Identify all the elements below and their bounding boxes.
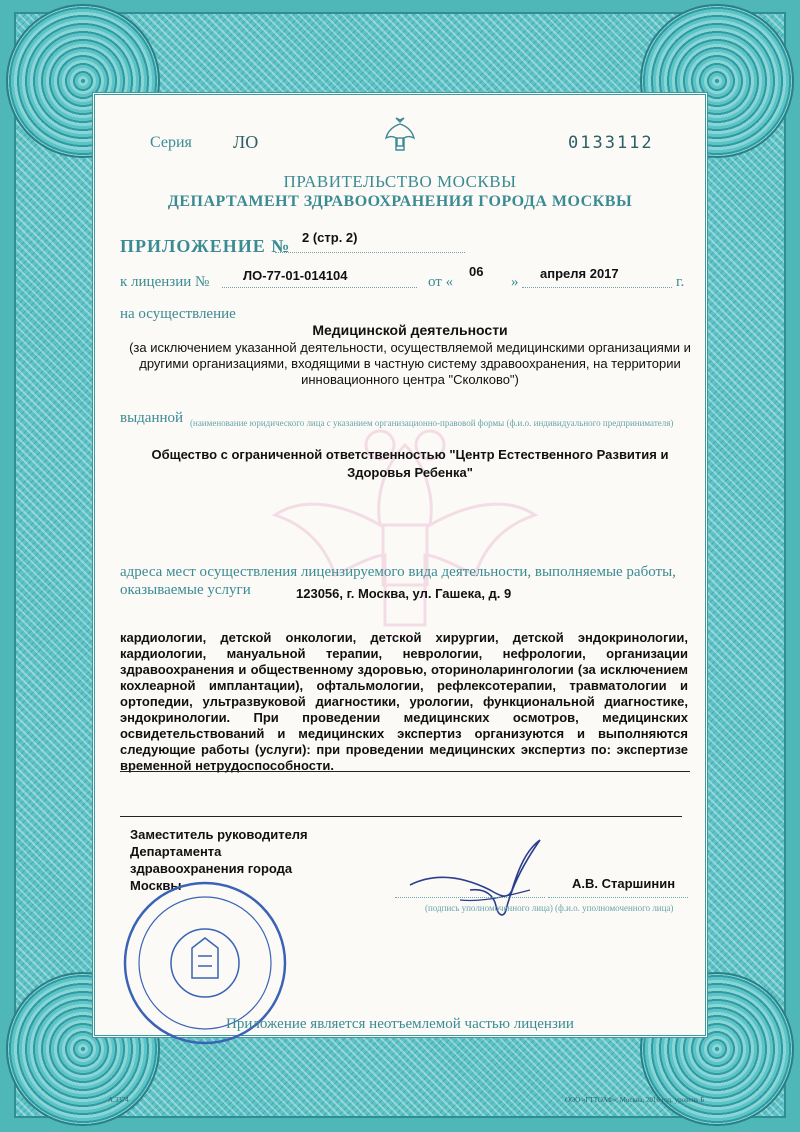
separator-line	[120, 816, 682, 817]
purpose-label: на осуществление	[120, 306, 236, 322]
issued-label: выданной	[120, 410, 184, 426]
date-from-label: от «	[428, 274, 454, 290]
signer-title-line: здравоохранения города	[130, 861, 293, 876]
services-text: кардиологии, детской онкологии, детской хирургии, детской эндокринологии, кардиологии, мануальной терапии, неврологии, нефрологии, организации здравоохранения и общественному здоровью, оториноларингологии (за исключением кохлеарной имплантации), офтальмологии, рефлексотерапии, травматологии и ортопедии, ультразвуковой диагностики, урологии, функциональной диагностике, эндокринологии. При проведении медицинских осмотров, медицинских освидетельствований и медицинских экспертиз организуются и выполняются следующие работы (услуги): при проведении медицинских экспертиз по: экспертизе временной нетрудоспособности.	[120, 630, 688, 773]
fill-line	[548, 897, 688, 898]
appendix-footer-note: Приложение является неотъемлемой частью лицензии	[226, 1016, 574, 1032]
signer-title-line: Москвы	[130, 878, 182, 893]
year-suffix: г.	[676, 274, 685, 290]
activity-note: (за исключением указанной деятельности, осуществляемой медицинскими организациями и другими организациями, входящими в частную систему здравоохранения, на территории инновационного центра "Сколково")	[129, 340, 691, 387]
activity-name: Медицинской деятельности	[312, 322, 508, 338]
series-value: ЛО	[233, 132, 259, 152]
department-title: ДЕПАРТАМЕНТ ЗДРАВООХРАНЕНИЯ ГОРОДА МОСКВЫ	[167, 193, 633, 210]
print-code-right: ООО «ГТТОАФ», Москва, 2016 год, уровень Б	[565, 1096, 705, 1104]
date-close-quote: »	[511, 274, 519, 290]
coat-of-arms-watermark	[265, 405, 545, 645]
serial-number: 0133112	[568, 133, 654, 153]
license-label: к лицензии №	[120, 274, 210, 290]
separator-line	[120, 771, 690, 772]
print-code-left: А.3374	[108, 1096, 129, 1104]
signature-hint: (подпись уполномоченного лица)	[425, 903, 553, 913]
eagle-emblem-icon	[384, 116, 416, 156]
name-hint: (ф.и.о. уполномоченного лица)	[555, 903, 674, 913]
fill-line	[222, 287, 417, 288]
signer-title-line: Заместитель руководителя	[130, 827, 308, 842]
organization-name: Общество с ограниченной ответственностью "Центр Естественного Развития и Здоровья Ребенка"	[151, 447, 669, 480]
address-value: 123056, г. Москва, ул. Гашека, д. 9	[296, 586, 512, 601]
government-title: ПРАВИТЕЛЬСТВО МОСКВЫ	[283, 172, 517, 191]
license-number: ЛО-77-01-014104	[243, 268, 348, 283]
address-label-line1: адреса мест осуществления лицензируемого вида деятельности, выполняемые работы,	[120, 564, 676, 580]
address-label-line2: оказываемые услуги	[120, 582, 251, 598]
signer-name: А.В. Старшинин	[572, 876, 676, 891]
signer-title-line: Департамента	[130, 844, 222, 859]
fill-line	[275, 252, 465, 253]
issued-hint: (наименование юридического лица с указанием организационно-правовой формы (ф.и.о. индивидуального предпринимателя)	[190, 418, 674, 428]
fill-line	[395, 897, 545, 898]
appendix-label: ПРИЛОЖЕНИЕ №	[120, 236, 291, 256]
fill-line	[522, 287, 672, 288]
license-day: 06	[469, 264, 484, 279]
appendix-number: 2 (стр. 2)	[302, 230, 358, 245]
series-label: Серия	[150, 134, 192, 151]
license-month-year: апреля 2017	[540, 266, 619, 281]
